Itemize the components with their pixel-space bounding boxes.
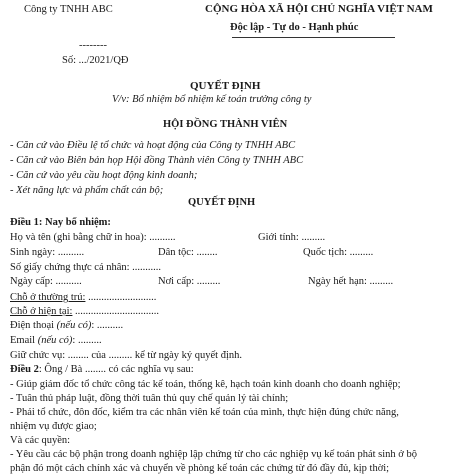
header-dashes: -------- — [79, 40, 107, 51]
email-note: (nếu có) — [37, 335, 73, 346]
decision-subject: V/v: Bổ nhiệm bổ nhiệm kế toán trưởng công ty — [112, 94, 312, 105]
fullname-field: Họ và tên (ghi bằng chữ in hoa): .......... — [10, 232, 176, 243]
permanent-address-field — [10, 292, 156, 303]
council-heading: HỘI ĐỒNG THÀNH VIÊN — [163, 119, 288, 130]
dob-field: Sinh ngày: .......... — [10, 247, 85, 258]
email-label: Email — [10, 335, 36, 346]
article2-label: Điều 2 — [10, 364, 39, 375]
duty-line: nhiệm vụ được giao; — [10, 421, 97, 432]
phone-dots: : .......... — [91, 320, 124, 331]
duty-line: - Tuân thủ pháp luật, đồng thời tuân thủ quy chế quản lý tài chính; — [10, 393, 289, 404]
current-address-field — [10, 306, 159, 317]
document-number: Số: .../2021/QĐ — [62, 55, 129, 66]
rights-line: - Yêu cầu các bộ phận trong doanh nghiệp lập chứng từ cho các nghiệp vụ kế toán phát sinh ở bộ — [10, 449, 417, 460]
nationality-field: Quốc tịch: ......... — [303, 247, 374, 258]
decision-title: QUYẾT ĐỊNH — [190, 80, 261, 92]
phone-field — [10, 320, 123, 331]
issue-place-field: Nơi cấp: ......... — [158, 276, 221, 287]
id-number-field: Số giấy chứng thực cá nhân: ........... — [10, 262, 162, 273]
position-field: Giữ chức vụ: ........ của ......... kể từ ngày ký quyết định. — [10, 350, 242, 361]
rights-line: phận đó một cách chính xác và chuyển về phòng kế toán các chứng từ đó đầy đủ, kịp thời; — [10, 463, 390, 474]
gender-field: Giới tính: ......... — [258, 232, 326, 243]
issue-date-field: Ngày cấp: .......... — [10, 276, 82, 287]
article1-heading: Điều 1: Nay bổ nhiệm: — [10, 217, 111, 228]
company-name: Công ty TNHH ABC — [24, 4, 113, 15]
national-motto: Độc lập - Tự do - Hạnh phúc — [230, 22, 359, 33]
permanent-address-dots: .......................... — [88, 292, 157, 303]
permanent-address-label: Chỗ ở thường trú: — [10, 292, 86, 303]
basis-line: - Căn cứ vào Biên bản họp Hội đồng Thành viên Công ty TNHH ABC — [10, 155, 304, 166]
national-title: CỘNG HÒA XÃ HỘI CHỦ NGHĨA VIỆT NAM — [205, 3, 433, 15]
duty-line: - Giúp giám đốc tổ chức công tác kế toán, thống kê, hạch toán kinh doanh cho doanh nghiệp; — [10, 379, 401, 390]
phone-note: (nếu có) — [56, 320, 92, 331]
decision-heading: QUYẾT ĐỊNH — [188, 197, 256, 208]
rights-heading: Và các quyền: — [10, 435, 71, 446]
current-address-label: Chỗ ở hiện tại: — [10, 306, 73, 317]
ethnicity-field: Dân tộc: ........ — [158, 247, 218, 258]
basis-line: - Căn cứ vào yêu cầu hoạt động kinh doanh; — [10, 170, 198, 181]
article2-intro: : Ông / Bà ........ có các nghĩa vụ sau: — [38, 364, 194, 375]
basis-line: - Xét năng lực và phẩm chất cán bộ; — [10, 185, 164, 196]
email-field — [10, 335, 102, 346]
article2-heading — [10, 364, 194, 375]
phone-label: Điện thoại — [10, 320, 55, 331]
duty-line: - Phải tổ chức, đôn đốc, kiểm tra các nhân viên kế toán của mình, thực hiện đúng chức năng, — [10, 407, 399, 418]
email-dots: : ......... — [72, 335, 102, 346]
expiry-field: Ngày hết hạn: ......... — [308, 276, 394, 287]
basis-line: - Căn cứ vào Điều lệ tổ chức và hoạt động của Công ty TNHH ABC — [10, 140, 296, 151]
motto-underline — [232, 37, 395, 38]
current-address-dots: ................................ — [75, 306, 160, 317]
